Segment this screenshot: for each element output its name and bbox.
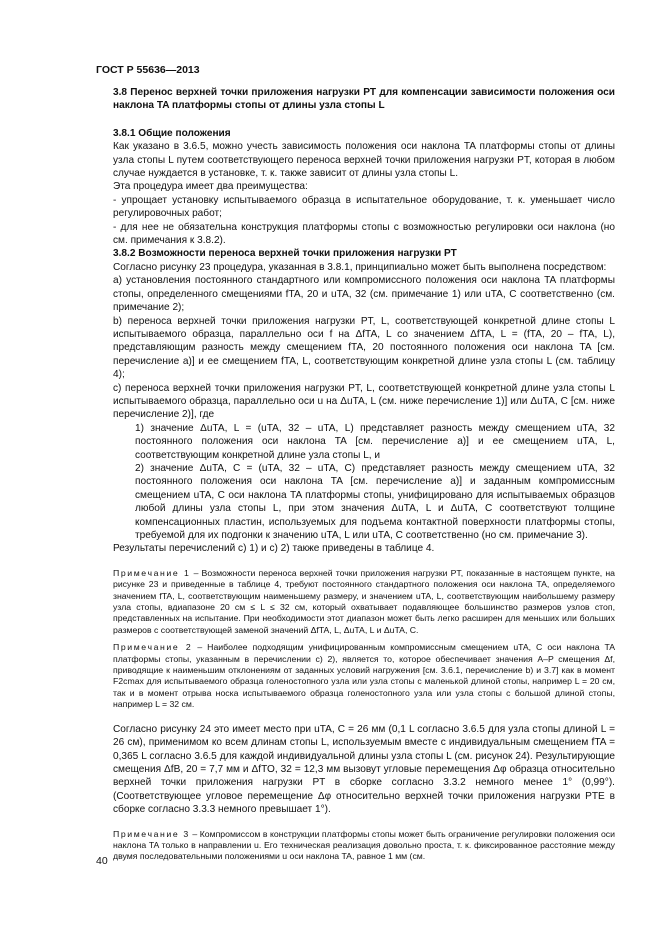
- list-item-c2: 2) значение ΔuTA, C = (uTA, 32 – uTA, C) представляет разность между смещением uTA, 32 постоянного положения оси наклона TA [см. перечисление а)] и заданным компромиссным смещением uTA, C оси наклона TA платформы стопы, унифицировано для испытываемых образцов любой длины узла стопы L, при этом значения ΔuTA, L и ΔuTA, C соответствуют толщине компенсационных пластин, используемых для подъема контактной поверхности платформы стопы, требуемой для их подгонки к значению uTA, L или uTA, C соответственно (но см. примечание 3).: [135, 462, 615, 541]
- paragraph: Согласно рисунку 24 это имеет место при uTA, C = 26 мм (0,1 L согласно 3.6.5 для узла стопы длиной L = 26 см), применимом ко всем длинам стопы L, используемым вместе с индивидуальным смещением fTA = 0,365 L согласно 3.6.5 для каждой индивидуальной длины узла стопы L (см. рисунок 24). Результирующие смещения ΔfB, 20 = 7,7 мм и ΔfTO, 32 = 12,3 мм вызовут угловые перемещения Δφ образца относительно верхней точки приложения нагрузки PT в сборке согласно 3.3.2 немного менее 1° (0,99°). (Соответствующее угловое перемещение Δφ относительно верхней точки приложения нагрузки PTE в сборке согласно 3.3.3 немного превышает 1°).: [113, 723, 615, 816]
- section-3-8-1-title: 3.8.1 Общие положения: [113, 127, 231, 139]
- list-item-a: а) установления постоянного стандартного или компромиссного положения оси наклона TA платформы стопы, определенного смещениями fTA, 20 и uTA, 32 (см. примечание 1) или uTA, C соответственно (см. примечание 2);: [113, 275, 615, 314]
- paragraph: Как указано в 3.6.5, можно учесть зависимость положения оси наклона TA платформы стопы от длины узла стопы L путем соответствующего переноса верхней точки приложения нагрузки PT, которая в любом случае нуждается в установке, т. к. также зависит от длины узла стопы L.: [113, 141, 615, 180]
- page-number: 40: [96, 855, 108, 867]
- note-2-text: – Наиболее подходящим унифицированным компромиссным смещением uTA, C оси наклона TA платформы стопы, указанным в перечислении с) 2), является то, которое обеспечивает значения A–P смещения Δf, приводящие к наименьшим отклонениям от заданных условий нагружения [см. 3.6.1, перечисление b) и 3.7] как в момент F2cmax для испытываемого образца голеностопного узла или узла стопы с маленькой длиной стопы, например L = 20 см, так и в момент отрыва носка испытываемого образца голеностопного узла или узла стопы с большой длиной стопы, например L = 32 см.: [113, 642, 615, 710]
- list-item-b: b) переноса верхней точки приложения нагрузки PT, L, соответствующей конкретной длине стопы L испытываемого образца, параллельно оси f на ΔfTA, L со значением ΔfTA, L = (fTA, 20 – fTA, L), представляющим разность между смещением fTA, 20 постоянного положения оси наклона TA [см. перечисление а)] и ее смещением fTA, L, соответствующим конкретной длине узла стопы L (см. таблицу 4);: [113, 315, 615, 381]
- section-3-8-title: 3.8 Перенос верхней точки приложения нагрузки PT для компенсации зависимости положения оси наклона TA платформы стопы от длины узла стопы L: [113, 87, 615, 112]
- paragraph: - для нее не обязательна конструкция платформы стопы с возможностью регулировки оси наклона (но см. примечания к 3.8.2).: [113, 221, 615, 247]
- note-3-label: Примечание 3: [113, 828, 190, 839]
- note-3-text: – Компромиссом в конструкции платформы стопы может быть ограничение регулировки положения оси наклона TA только в направлении u. Его техническая реализация довольно проста, т. к. фиксированное расстояние между двумя последовательными положениями u оси наклона TA, равное 1 мм (см.: [113, 828, 616, 862]
- paragraph: Результаты перечислений с) 1) и с) 2) также приведены в таблице 4.: [113, 543, 435, 555]
- list-item-c1: 1) значение ΔuTA, L = (uTA, 32 – uTA, L) представляет разность между смещением uTA, 32 постоянного положения оси наклона TA [см. перечисление а)] и ее смещением uTA, L, соответствующим конкретной длине узла стопы L, и: [135, 422, 615, 461]
- section-3-8-2-title: 3.8.2 Возможности переноса верхней точки приложения нагрузки PT: [113, 248, 457, 260]
- note-1: [113, 568, 615, 636]
- note-2: [113, 642, 615, 710]
- paragraph: Эта процедура имеет два преимущества:: [113, 181, 308, 193]
- document-body: [113, 86, 615, 863]
- note-3: [113, 829, 615, 863]
- paragraph: Согласно рисунку 23 процедура, указанная в 3.8.1, принципиально может быть выполнена посредством:: [113, 261, 607, 273]
- note-2-label: Примечание 2: [113, 642, 193, 653]
- standard-header: ГОСТ Р 55636—2013: [96, 64, 200, 76]
- list-item-c: с) переноса верхней точки приложения нагрузки PT, L, соответствующей конкретной длине узла стопы L испытываемого образца, параллельно оси u на ΔuTA, L (см. ниже перечисление 1)] или ΔuTA, C [см. ниже перечисление 2)], где: [113, 382, 615, 421]
- paragraph: - упрощает установку испытываемого образца в испытательное оборудование, т. к. уменьшает число регулировочных работ;: [113, 194, 615, 220]
- note-1-label: Примечание 1: [113, 567, 191, 578]
- note-1-text: – Возможности переноса верхней точки приложения нагрузки PT, показанные в настоящем пункте, на рисунке 23 и приведенные в таблице 4, требуют постоянного стандартного положения оси наклона TA, определяемого значением fTA, L, соответствующим наименьшему размеру, и значением uTA, L, соответствующим наибольшему размеру узла стопы, вдиапазоне 20 см ≤ L ≤ 32 см, который охватывает подавляющее большинство размеров узлов стоп, представленных на испытание. При необходимости этот диапазон может быть легко расширен для меньших или больших размеров с соответствующей заменой значений ΔfTA, L, ΔuTA, L и ΔuTA, C.: [113, 567, 615, 635]
